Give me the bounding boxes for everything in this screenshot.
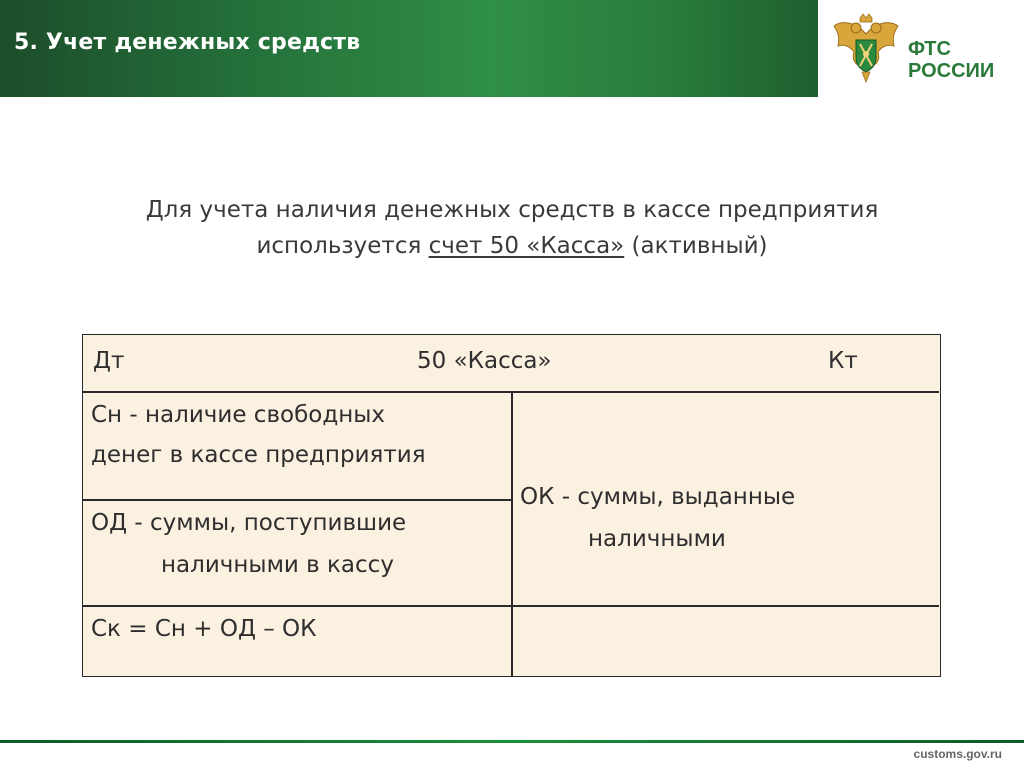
column-divider [511,391,513,676]
slide-title: 5. Учет денежных средств [14,30,361,55]
header-band [0,0,818,97]
intro-line2-suffix: (активный) [624,233,768,259]
footer-divider [0,740,1024,743]
double-headed-eagle-icon [830,12,902,86]
account-name: 50 «Касса» [417,348,552,374]
debit-turnover-line2: наличными в кассу [161,552,394,578]
intro-text [60,192,964,264]
closing-balance-formula: Ск = Сн + ОД – ОК [91,616,317,642]
logo-line1: ФТС [908,38,951,60]
footer-url: customs.gov.ru [913,747,1002,761]
opening-balance-line2: денег в кассе предприятия [91,442,426,468]
intro-line2-prefix: используется [256,233,429,259]
intro-line2 [60,228,964,264]
t-account-table [82,334,941,677]
debit-turnover-line1: ОД - суммы, поступившие [91,510,407,536]
debit-label: Дт [93,348,125,374]
credit-turnover-line2: наличными [588,526,726,552]
account-50-link: счет 50 «Касса» [428,233,625,259]
credit-turnover-line1: ОК - суммы, выданные [520,484,796,510]
credit-label: Кт [828,348,858,374]
intro-line1: Для учета наличия денежных средств в кассе предприятия [145,197,879,223]
logo-line2: РОССИИ [908,60,995,82]
row1-divider [83,499,513,501]
logo-text [908,38,994,82]
opening-balance-line1: Сн - наличие свободных [91,402,386,428]
